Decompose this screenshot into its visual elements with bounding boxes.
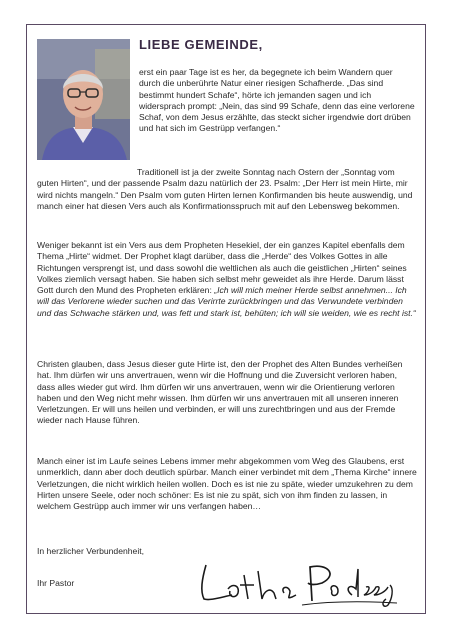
letter-page bbox=[26, 24, 426, 614]
paragraph-way-of-faith: Manch einer ist im Laufe seines Lebens immer mehr abgekommen vom Weg des Glaubens, erst unmerklich, dann aber doch deutlich spürbar. Manch einer verbindet mit dem „Thema Kirche“ innere Verletzungen, die nicht wirklich heilen wollen. Doch es ist nie zu späte, wieder umzukehren zu dem Hirten unsere Seele, oder noch schöner: Es ist nie zu spät, sich von ihm finden zu lassen, in welchem Gestrüpp auch immer wir uns verfangen haben… bbox=[37, 456, 417, 512]
paragraph-christians: Christen glauben, dass Jesus dieser gute Hirte ist, den der Prophet des Alten Bundes verheißen hat. Ihm dürfen wir uns anvertrauen, wenn wir die Hoffnung und die Zuversicht verloren haben, dass alles wieder gut wird. Ihm dürfen wir uns anvertrauen, wenn wir die Orientierung verloren haben und den Weg nicht mehr wissen. Ihm dürfen wir uns anvertrauen mit all unseren inneren Verletzungen. Er will uns heilen und verbinden, er will uns zurechtbringen und aus der Fremde wieder nach Hause führen. bbox=[37, 359, 403, 426]
paragraph-good-shepherd: Traditionell ist ja der zweite Sonntag nach Ostern der „Sonntag vom guten Hirten“, und der passende Psalm dazu natürlich der 23. Psalm: „Der Herr ist mein Hirte, mir wird nichts mangeln.“ Den Psalm vom guten Hirten lernen Konfirmanden bis heute auswendig, und manch einer hat diesen Vers auch als Konfirmationsspruch mit auf den Lebensweg bekommen. bbox=[37, 167, 413, 211]
hesekiel-quote: „Ich will mich meiner Herde selbst annehmen... Ich will das Verlorene wieder suchen und das Verirrte zurückbringen und das Verwundete verbinden und das Schwache stärken und, was fett und stark ist, behüten; ich will sie weiden, wie es recht ist.“ bbox=[37, 285, 416, 318]
pastor-photo bbox=[37, 39, 130, 160]
paragraph-hesekiel-text: Weniger bekannt ist ein Vers aus dem Propheten Hesekiel, der ein ganzes Kapitel ebenfalls dem Thema „Hirte“ widmet. Der Prophet klagt darüber, dass die „Herde“ des Volkes Gottes in alle Richtungen versprengt ist, und dass sowohl die weltlichen als auch die geistlichen „Hirten“ seines Volkes ziemlich versagt haben. Sie haben sich selbst mehr geweidet als ihre Herde. Darum lässt Gott durch den Mund des Propheten erklären: bbox=[37, 240, 407, 296]
handwritten-signature bbox=[192, 555, 407, 610]
paragraph-hesekiel bbox=[37, 240, 417, 319]
signoff-line: Ihr Pastor bbox=[37, 578, 75, 588]
letter-title: LIEBE GEMEINDE, bbox=[139, 37, 263, 52]
pastor-portrait-image bbox=[37, 39, 130, 160]
intro-paragraph: erst ein paar Tage ist es her, da begegnete ich beim Wandern quer durch die unberührte Natur einer riesigen Schafherde. „Das sind bestimmt hundert Schafe“, hörte ich jemanden sagen und ich widersprach prompt: „Nein, das sind 99 Schafe, denn das eine verlorene Schaf, von dem Jesus erzählte, das steckt sicher irgendwie dort drüben und hat sich im Gestrüpp verfangen.“ bbox=[139, 67, 415, 134]
closing-line: In herzlicher Verbundenheit, bbox=[37, 546, 145, 556]
